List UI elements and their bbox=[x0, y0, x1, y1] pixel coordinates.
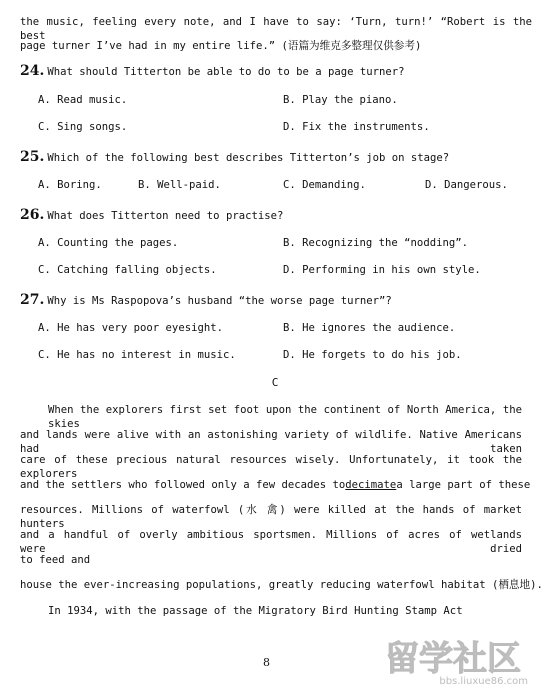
passage-line-7: to feed and bbox=[20, 554, 91, 566]
intro-line-1: the music, feeling every note, and I have to say: ‘Turn, turn!’ “Robert is the best bbox=[20, 16, 532, 42]
intro-line-2: page turner I’ve had in my entire life.” (语篇为维克多整理仅供参考) bbox=[20, 40, 422, 52]
option-25-a: A. Boring. bbox=[38, 179, 102, 191]
option-27-b: B. He ignores the audience. bbox=[283, 322, 456, 334]
option-27-c: C. He has no interest in music. bbox=[38, 349, 236, 361]
question-number: 25. bbox=[20, 149, 45, 165]
watermark-logo bbox=[378, 632, 528, 680]
question-24 bbox=[20, 63, 405, 80]
underlined-word: decimate bbox=[345, 479, 397, 491]
option-26-d: D. Performing in his own style. bbox=[283, 264, 481, 276]
option-24-a: A. Read music. bbox=[38, 94, 128, 106]
watermark-logo-text: 留学社区 bbox=[385, 639, 521, 679]
option-24-d: D. Fix the instruments. bbox=[283, 121, 430, 133]
option-25-d: D. Dangerous. bbox=[425, 179, 508, 191]
passage-line-5: resources. Millions of waterfowl (水 禽) were killed at the hands of market hunters bbox=[20, 504, 522, 530]
option-24-c: C. Sing songs. bbox=[38, 121, 128, 133]
option-26-b: B. Recognizing the “nodding”. bbox=[283, 237, 468, 249]
option-27-a: A. He has very poor eyesight. bbox=[38, 322, 223, 334]
passage-line-2: and lands were alive with an astonishing variety of wildlife. Native Americans had taken bbox=[20, 429, 522, 455]
option-27-d: D. He forgets to do his job. bbox=[283, 349, 462, 361]
question-text: What does Titterton need to practise? bbox=[47, 210, 284, 222]
question-27 bbox=[20, 292, 392, 309]
page-number: 8 bbox=[263, 656, 270, 669]
section-label: C bbox=[271, 376, 279, 389]
passage-line-4-end: a large part of these bbox=[396, 479, 531, 491]
watermark-url: bbs.liuxue86.com bbox=[439, 676, 528, 687]
option-26-c: C. Catching falling objects. bbox=[38, 264, 217, 276]
passage-line-3: care of these precious natural resources wisely. Unfortunately, it took the explorers bbox=[20, 454, 522, 480]
question-text: Why is Ms Raspopova’s husband “the worse page turner”? bbox=[47, 295, 392, 307]
option-25-b: B. Well-paid. bbox=[138, 179, 221, 191]
question-25 bbox=[20, 149, 449, 166]
passage-line-9: In 1934, with the passage of the Migratory Bird Hunting Stamp Act bbox=[48, 605, 463, 617]
question-text: What should Titterton be able to do to be a page turner? bbox=[47, 66, 405, 78]
question-number: 26. bbox=[20, 207, 45, 223]
passage-line-6: and a handful of overly ambitious sportsmen. Millions of acres of wetlands were dried bbox=[20, 529, 522, 555]
question-text: Which of the following best describes Titterton’s job on stage? bbox=[47, 152, 450, 164]
question-number: 27. bbox=[20, 292, 45, 308]
option-25-c: C. Demanding. bbox=[283, 179, 366, 191]
passage-line-8: house the ever-increasing populations, greatly reducing waterfowl habitat (栖息地). bbox=[20, 579, 543, 591]
question-26 bbox=[20, 207, 283, 224]
question-number: 24. bbox=[20, 63, 45, 79]
option-26-a: A. Counting the pages. bbox=[38, 237, 179, 249]
passage-line-4-start: and the settlers who followed only a few decades to bbox=[20, 479, 346, 491]
option-24-b: B. Play the piano. bbox=[283, 94, 398, 106]
passage-line-4 bbox=[20, 478, 531, 492]
passage-line-1: When the explorers first set foot upon the continent of North America, the skies bbox=[48, 404, 522, 430]
watermark-logo-icon bbox=[378, 632, 528, 680]
